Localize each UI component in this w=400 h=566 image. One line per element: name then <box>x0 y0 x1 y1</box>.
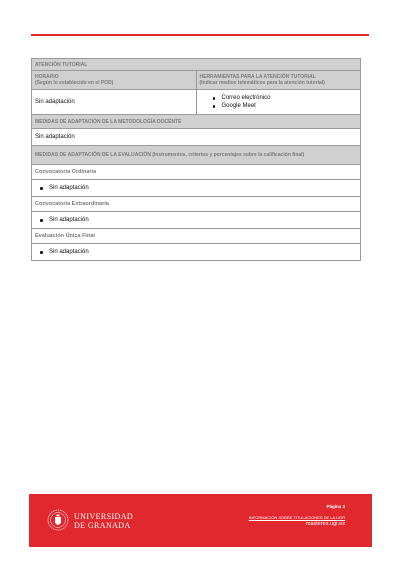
list-item: Sin adaptación <box>49 184 357 192</box>
university-name-line1: UNIVERSIDAD <box>74 512 134 521</box>
list-item: Google Meet <box>222 102 358 110</box>
horario-header <box>32 71 197 90</box>
convocatoria-ordinaria-cell <box>32 180 361 197</box>
convocatoria-ordinaria-header: Convocatoria Ordinaria <box>32 165 361 180</box>
list-item: Sin adaptación <box>49 216 357 224</box>
info-link[interactable]: INFORMACIÓN SOBRE TITULACIONES DE LA UGR <box>248 515 345 520</box>
page-footer <box>29 494 372 547</box>
list-item: Sin adaptación <box>49 248 357 256</box>
metodologia-title: MEDIDAS DE ADAPTACIÓN DE LA METODOLOGÍA DOCENTE <box>35 118 182 125</box>
section-title: ATENCIÓN TUTORIAL <box>35 61 88 68</box>
convocatoria-extraordinaria-list <box>35 216 357 224</box>
header-rule <box>31 34 369 36</box>
university-seal-icon <box>47 509 69 531</box>
evaluacion-unica-cell <box>32 244 361 261</box>
evaluacion-header <box>32 146 361 165</box>
section-header <box>32 59 361 71</box>
evaluacion-unica-header: Evaluación Única Final <box>32 229 361 244</box>
evaluacion-title: MEDIDAS DE ADAPTACIÓN DE LA EVALUACIÓN (Instrumentos, criterios y porcentajes sobre la calificación final) <box>35 152 305 158</box>
herramientas-header <box>196 71 361 90</box>
convocatoria-extraordinaria-cell <box>32 212 361 229</box>
tools-list <box>200 94 358 110</box>
herramientas-title: HERRAMIENTAS PARA LA ATENCIÓN TUTORIAL <box>199 74 316 80</box>
metodologia-value: Sin adaptación <box>32 129 361 146</box>
horario-subtitle: (Según lo establecido en el POD) <box>35 80 114 86</box>
metodologia-header <box>32 115 361 129</box>
tools-cell <box>196 90 361 115</box>
convocatoria-ordinaria-list <box>35 184 357 192</box>
adaptation-table <box>31 58 361 261</box>
university-name-line2: DE GRANADA <box>74 521 131 530</box>
horario-title: HORARIO <box>35 74 59 80</box>
page-number: Página 3 <box>326 504 345 509</box>
convocatoria-extraordinaria-header: Convocatoria Extraordinaria <box>32 197 361 212</box>
list-item: Correo electrónico <box>222 94 358 102</box>
evaluacion-unica-list <box>35 248 357 256</box>
herramientas-subtitle: (Indicar medios telemáticos para la atención tutorial) <box>199 80 325 86</box>
site-link[interactable]: masteres.ugr.es <box>305 521 345 527</box>
horario-value: Sin adaptación <box>32 90 197 115</box>
university-name <box>74 512 133 530</box>
